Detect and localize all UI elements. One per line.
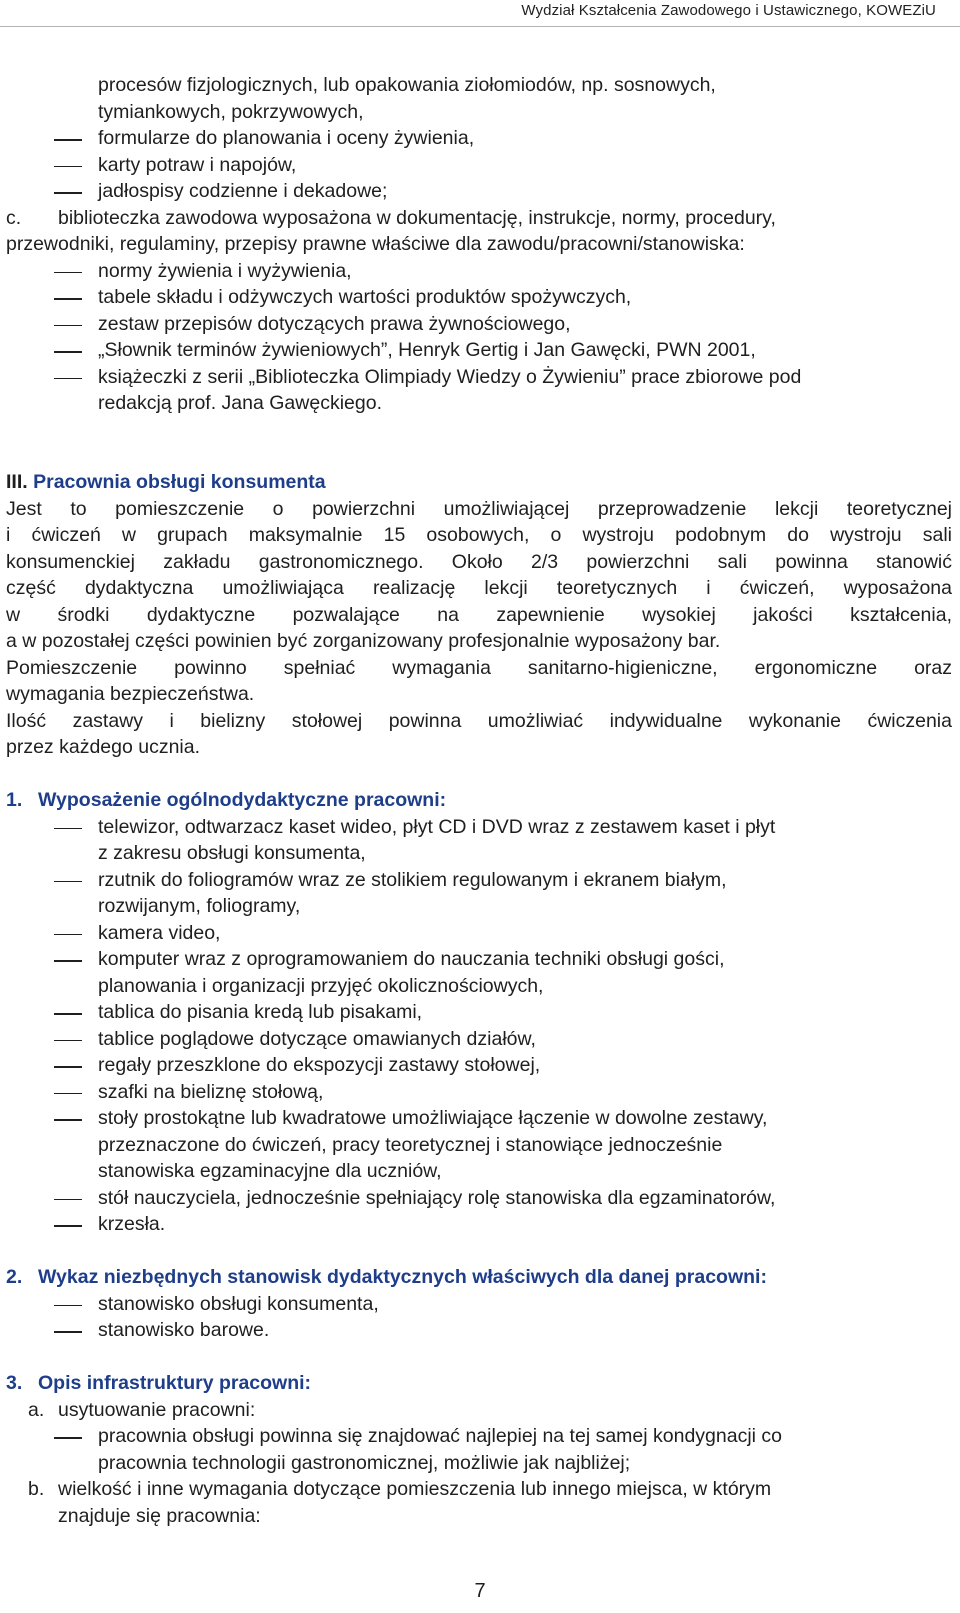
text-line: planowania i organizacji przyjęć okolicznościowych, xyxy=(98,974,544,997)
dash-item: pracownia obsługi powinna się znajdować najlepiej na tej samej kondygnacji co xyxy=(98,1425,782,1447)
list-title: Opis infrastruktury pracowni: xyxy=(38,1372,312,1394)
dash-item: krzesła. xyxy=(98,1213,166,1235)
list-title: Wykaz niezbędnych stanowisk dydaktycznych właściwych dla danej pracowni: xyxy=(38,1266,767,1288)
paragraph-line: przez każdego ucznia. xyxy=(6,736,201,758)
equipment-list xyxy=(6,814,952,1238)
paragraph-line: w środki dydaktyczne pozwalające na zapewnienie wysokiej jakości kształcenia, xyxy=(6,603,952,626)
dash-item: normy żywienia i wyżywienia, xyxy=(98,259,352,282)
list-item-c: c. biblioteczka zawodowa wyposażona w dokumentację, instrukcje, normy, procedury, xyxy=(6,205,952,232)
list-number: 3. xyxy=(6,1372,23,1394)
section-title: Pracownia obsługi konsumenta xyxy=(33,471,326,493)
list-heading xyxy=(6,1370,952,1397)
dash-item: zestaw przepisów dotyczących prawa żywnościowego, xyxy=(98,312,571,335)
text-line: stanowiska egzaminacyjne dla uczniów, xyxy=(98,1160,442,1182)
dash-item: tablica do pisania kredą lub pisakami, xyxy=(98,1001,423,1023)
page-number: 7 xyxy=(474,1580,486,1602)
list-heading xyxy=(6,1264,952,1291)
paragraph-line: Pomieszczenie powinno spełniać wymagania sanitarno-higieniczne, ergonomiczne oraz xyxy=(6,656,952,679)
dash-item: książeczki z serii „Biblioteczka Olimpiady Wiedzy o Żywieniu” prace zbiorowe pod xyxy=(98,365,802,388)
list-title: Wyposażenie ogólnodydaktyczne pracowni: xyxy=(38,789,447,811)
sublist-item-a: a. usytuowanie pracowni: xyxy=(6,1397,952,1424)
document-body xyxy=(6,72,952,1529)
dash-item: rzutnik do foliogramów wraz ze stolikiem regulowanym i ekranem białym, xyxy=(98,868,727,891)
dash-item: stół nauczyciela, jednocześnie spełniający rolę stanowiska dla egzaminatorów, xyxy=(98,1186,776,1209)
paragraph-line: Ilość zastawy i bielizny stołowej powinna umożliwiać indywidualne wykonanie ćwiczenia xyxy=(6,709,952,732)
paragraph-line: część dydaktyczna umożliwiająca realizację lekcji teoretycznych i ćwiczeń, wyposażona xyxy=(6,577,952,599)
list-heading xyxy=(6,787,952,814)
text-line: znajduje się pracownia: xyxy=(58,1504,261,1527)
text-line: procesów fizjologicznych, lub opakowania ziołomiodów, np. sosnowych, xyxy=(98,74,716,96)
dash-item: tabele składu i odżywczych wartości produktów spożywczych, xyxy=(98,286,632,308)
text-line: pracownia technologii gastronomicznej, możliwie jak najbliżej; xyxy=(98,1451,631,1474)
paragraph-line: Jest to pomieszczenie o powierzchni umożliwiającej przeprowadzenie lekcji teoretycznej xyxy=(6,497,952,520)
list-marker: a. xyxy=(28,1398,45,1421)
text-line: tymiankowych, pokrzywowych, xyxy=(98,100,364,123)
paragraph-line: konsumenckiej zakładu gastronomicznego. Około 2/3 powierzchni sali powinna stanowić xyxy=(6,550,952,573)
page-header: Wydział Kształcenia Zawodowego i Ustawicznego, KOWEZiU xyxy=(521,2,936,19)
dash-item: regały przeszklone do ekspozycji zastawy stołowej, xyxy=(98,1054,541,1076)
dash-item: komputer wraz z oprogramowaniem do nauczania techniki obsługi gości, xyxy=(98,948,725,970)
section-number: III. xyxy=(6,471,28,493)
list-marker: c. xyxy=(6,206,22,229)
text-line: przewodniki, regulaminy, przepisy prawne właściwe dla zawodu/pracowni/stanowiska: xyxy=(6,233,745,255)
paragraph-line: a w pozostałej części powinien być zorganizowany profesjonalnie wyposażony bar. xyxy=(6,630,721,652)
section-heading xyxy=(6,469,952,496)
text-line: rozwijanym, foliogramy, xyxy=(98,895,301,917)
dash-item: stoły prostokątne lub kwadratowe umożliwiające łączenie w dowolne zestawy, xyxy=(98,1107,768,1129)
paragraph-line: i ćwiczeń w grupach maksymalnie 15 osobowych, o wystroju podobnym do wystroju sali xyxy=(6,524,952,546)
dash-item: telewizor, odtwarzacz kaset wideo, płyt CD i DVD wraz z zestawem kaset i płyt xyxy=(98,815,776,838)
dash-item: jadłospisy codzienne i dekadowe; xyxy=(98,180,388,202)
paragraph-line: wymagania bezpieczeństwa. xyxy=(6,683,255,705)
text-line: redakcją prof. Jana Gawęckiego. xyxy=(98,392,382,414)
sublist-item-b: b. wielkość i inne wymagania dotyczące pomieszczenia lub innego miejsca, w którym xyxy=(6,1476,952,1503)
text-line: z zakresu obsługi konsumenta, xyxy=(98,842,366,864)
dash-item: stanowisko obsługi konsumenta, xyxy=(98,1292,379,1315)
dash-item: szafki na bieliznę stołową, xyxy=(98,1080,324,1103)
text-line: przeznaczone do ćwiczeń, pracy teoretycznej i stanowiące jednocześnie xyxy=(98,1133,723,1156)
dash-item: karty potraw i napojów, xyxy=(98,153,297,176)
dash-item: stanowisko barowe. xyxy=(98,1319,270,1341)
dash-item: kamera video, xyxy=(98,921,221,944)
list-marker: b. xyxy=(28,1478,45,1500)
dash-item: formularze do planowania i oceny żywienia, xyxy=(98,127,475,149)
header-divider xyxy=(0,26,960,27)
dash-item: „Słownik terminów żywieniowych”, Henryk Gertig i Jan Gawęcki, PWN 2001, xyxy=(98,339,756,361)
dash-item: tablice poglądowe dotyczące omawianych działów, xyxy=(98,1027,536,1050)
list-number: 1. xyxy=(6,789,23,811)
list-number: 2. xyxy=(6,1266,23,1288)
